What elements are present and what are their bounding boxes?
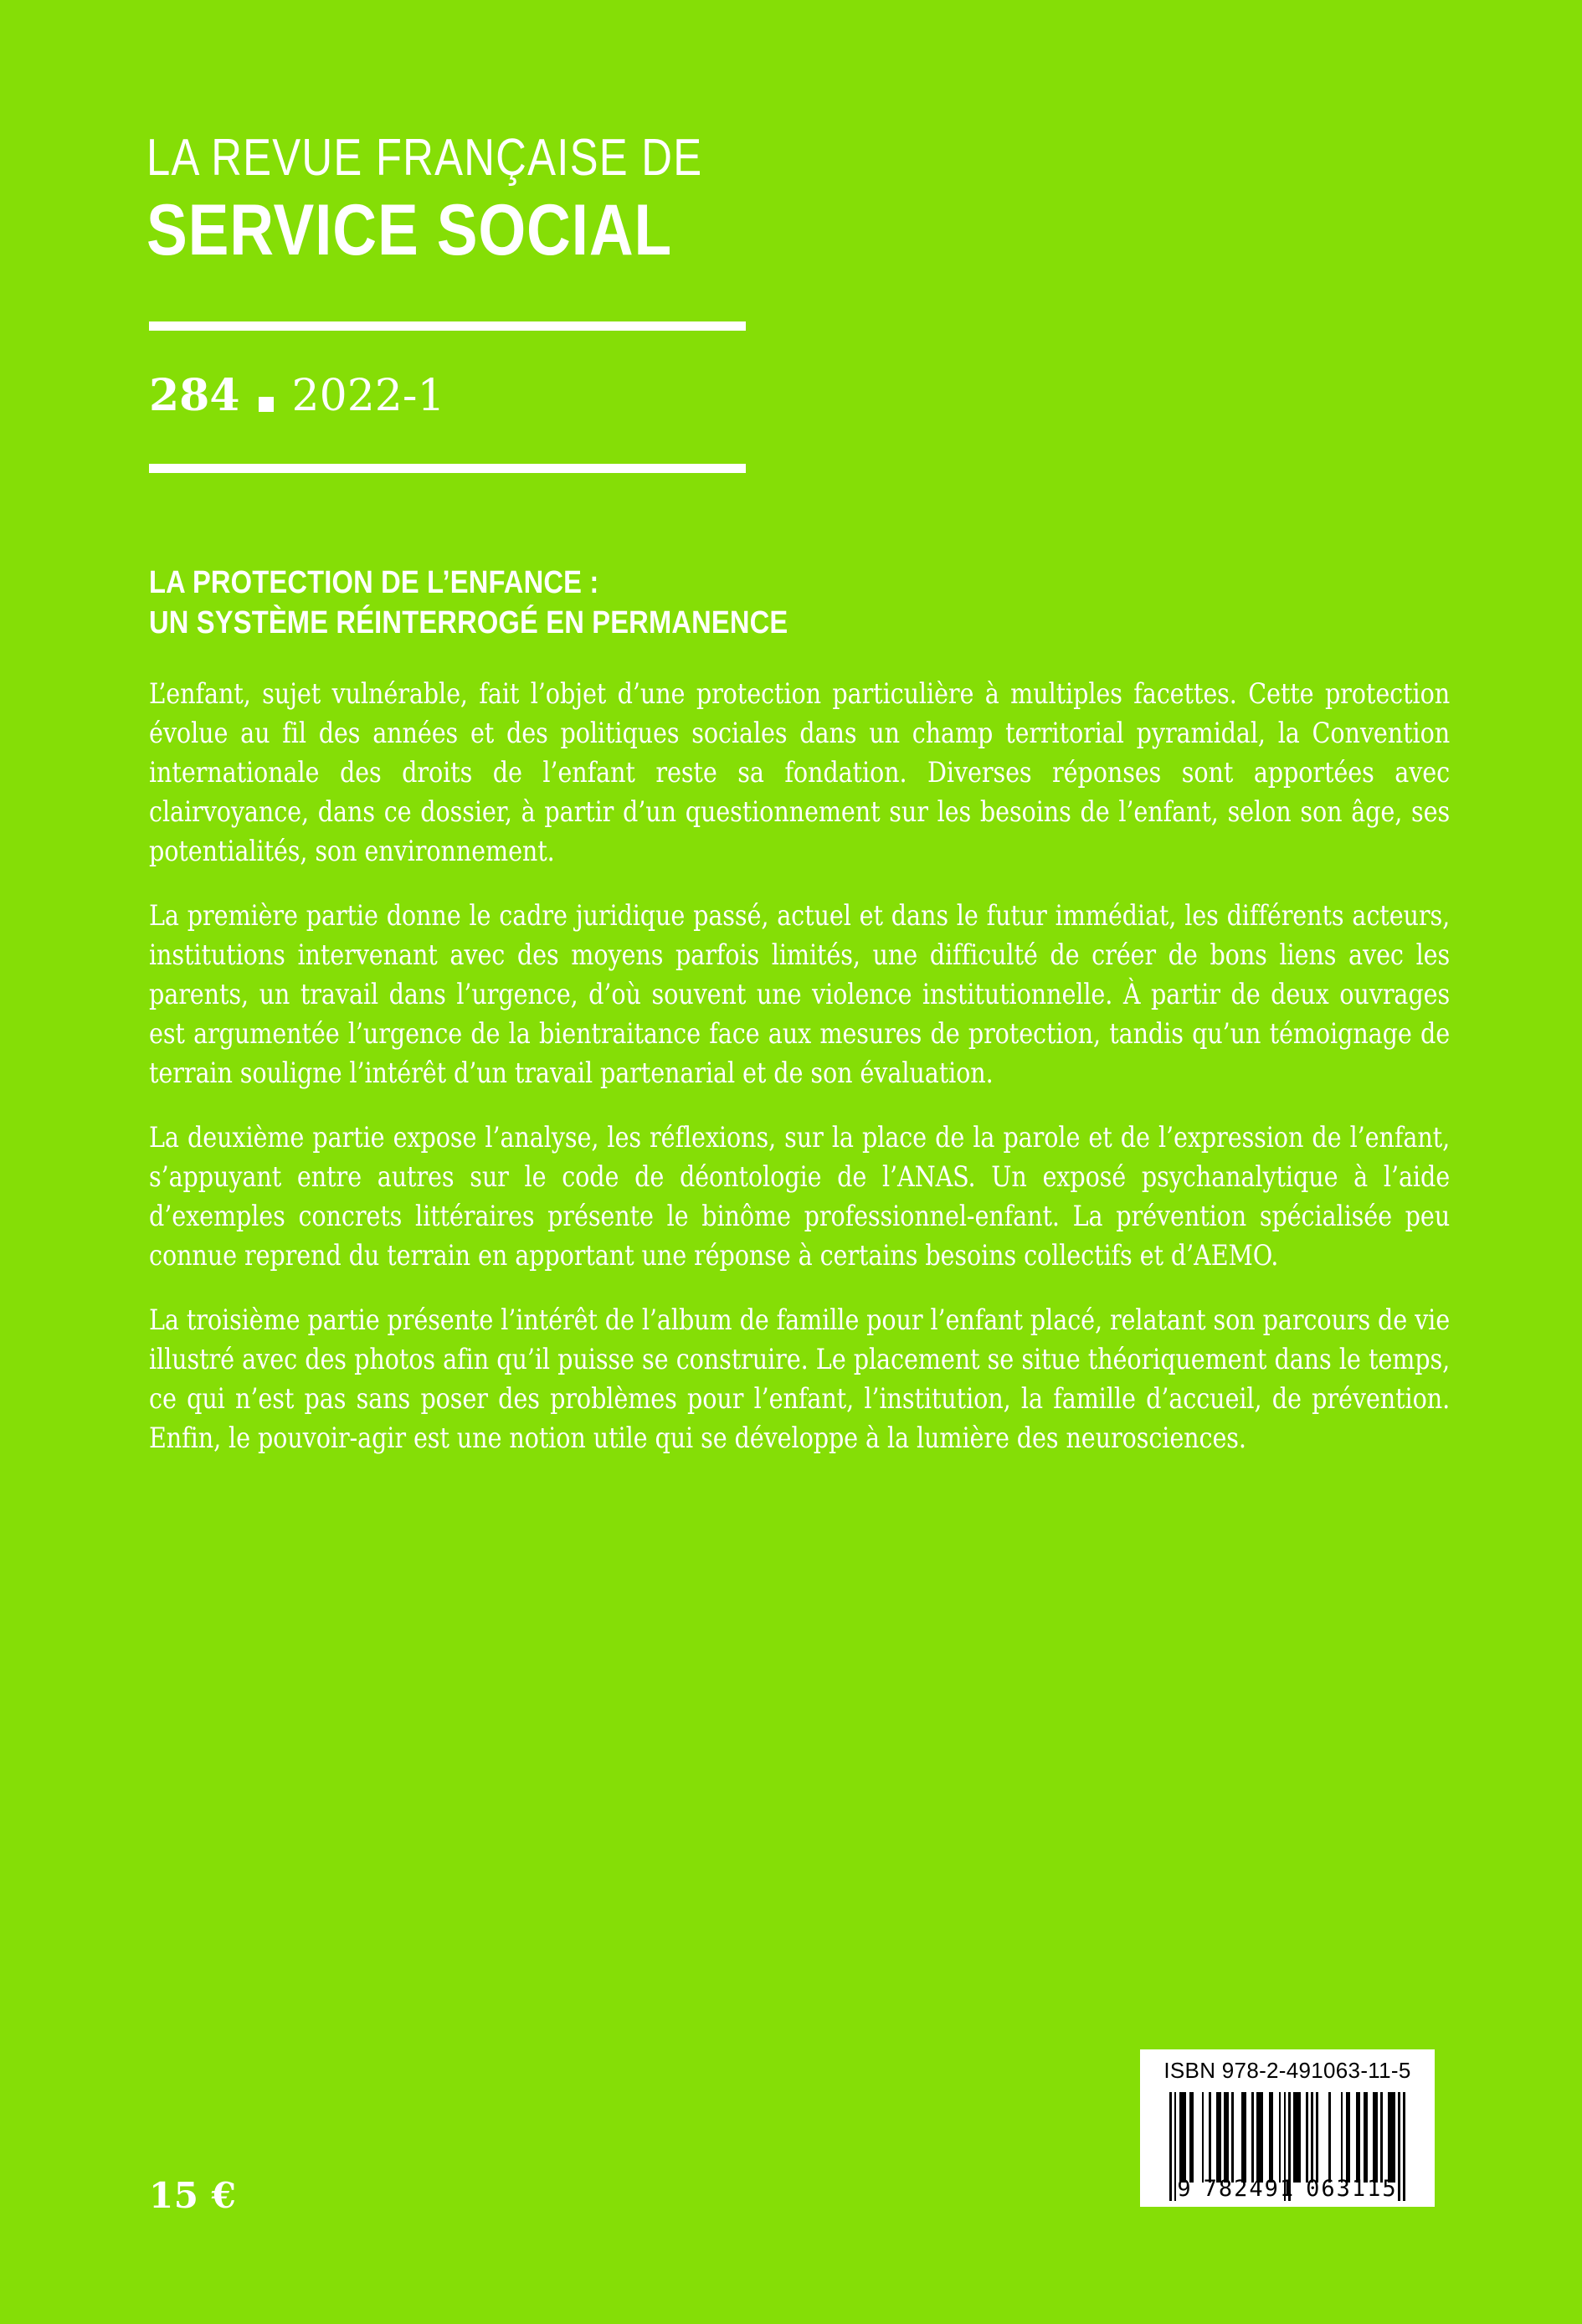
divider-rule-top	[149, 321, 746, 331]
price-label: 15 €	[149, 2175, 237, 2216]
issue-line	[149, 370, 445, 421]
abstract-paragraph: La deuxième partie expose l’analyse, les réflexions, sur la place de la parole et de l’expression de l’enfant, s’appuyant entre autres sur le code de déontologie de l’ANAS. Un exposé psychanalytique à l’aide d’exemples concrets littéraires présente le binôme professionnel-enfant. La prévention spécialisée peu connue reprend du terrain en apportant une réponse à certains besoins collectifs et d’AEMO.	[149, 1121, 1451, 1272]
dossier-title	[149, 563, 1455, 643]
barcode-bars	[1169, 2092, 1405, 2183]
masthead	[146, 130, 1452, 269]
abstract-paragraph: La première partie donne le cadre juridique passé, actuel et dans le futur immédiat, les différents acteurs, institutions intervenant avec des moyens parfois limités, une difficulté de créer de bons liens avec les parents, un travail dans l’urgence, d’où souvent une violence institutionnelle. À partir de deux ouvrages est argumentée l’urgence de la bientraitance face aux mesures de protection, tandis qu’un témoignage de terrain souligne l’intérêt d’un travail partenarial et de son évaluation.	[149, 899, 1451, 1089]
dossier-title-line2: UN SYSTÈME RÉINTERROGÉ EN PERMANENCE	[149, 605, 788, 640]
ean-digits	[1140, 2176, 1435, 2202]
journal-name-line2: SERVICE SOCIAL	[146, 190, 672, 270]
journal-name-line1: LA REVUE FRANÇAISE DE	[146, 129, 703, 187]
square-bullet-icon	[259, 397, 274, 412]
issue-number: 284	[149, 370, 240, 421]
abstract-text	[149, 674, 1451, 1458]
ean-left-digit: 9	[1177, 2176, 1193, 2202]
issue-date: 2022-1	[291, 371, 445, 421]
isbn-label: ISBN 978-2-491063-11-5	[1163, 2058, 1411, 2083]
abstract-paragraph: La troisième partie présente l’intérêt de l’album de famille pour l’enfant placé, relatant son parcours de vie illustré avec des photos afin qu’il puisse se construire. Le placement se situe théoriquement dans le temps, ce qui n’est pas sans poser des problèmes pour l’enfant, l’institution, la famille d’accueil, de prévention. Enfin, le pouvoir-agir est une notion utile qui se développe à la lumière des neurosciences.	[149, 1303, 1451, 1454]
dossier-title-line1: LA PROTECTION DE L’ENFANCE :	[149, 565, 599, 600]
barcode-block	[1140, 2049, 1435, 2207]
divider-rule-bottom	[149, 464, 746, 473]
abstract-paragraph: L’enfant, sujet vulnérable, fait l’objet d’une protection particulière à multiples facettes. Cette protection évolue au fil des années et des politiques sociales dans un champ territorial pyramidal, la Convention internationale des droits de l’enfant reste sa fondation. Diverses réponses sont apportées avec clairvoyance, dans ce dossier, à partir d’un questionnement sur les besoins de l’enfant, selon son âge, ses potentialités, son environnement.	[149, 677, 1451, 867]
ean-group-1: 782491	[1203, 2176, 1296, 2202]
ean-group-2: 063115	[1306, 2176, 1398, 2202]
